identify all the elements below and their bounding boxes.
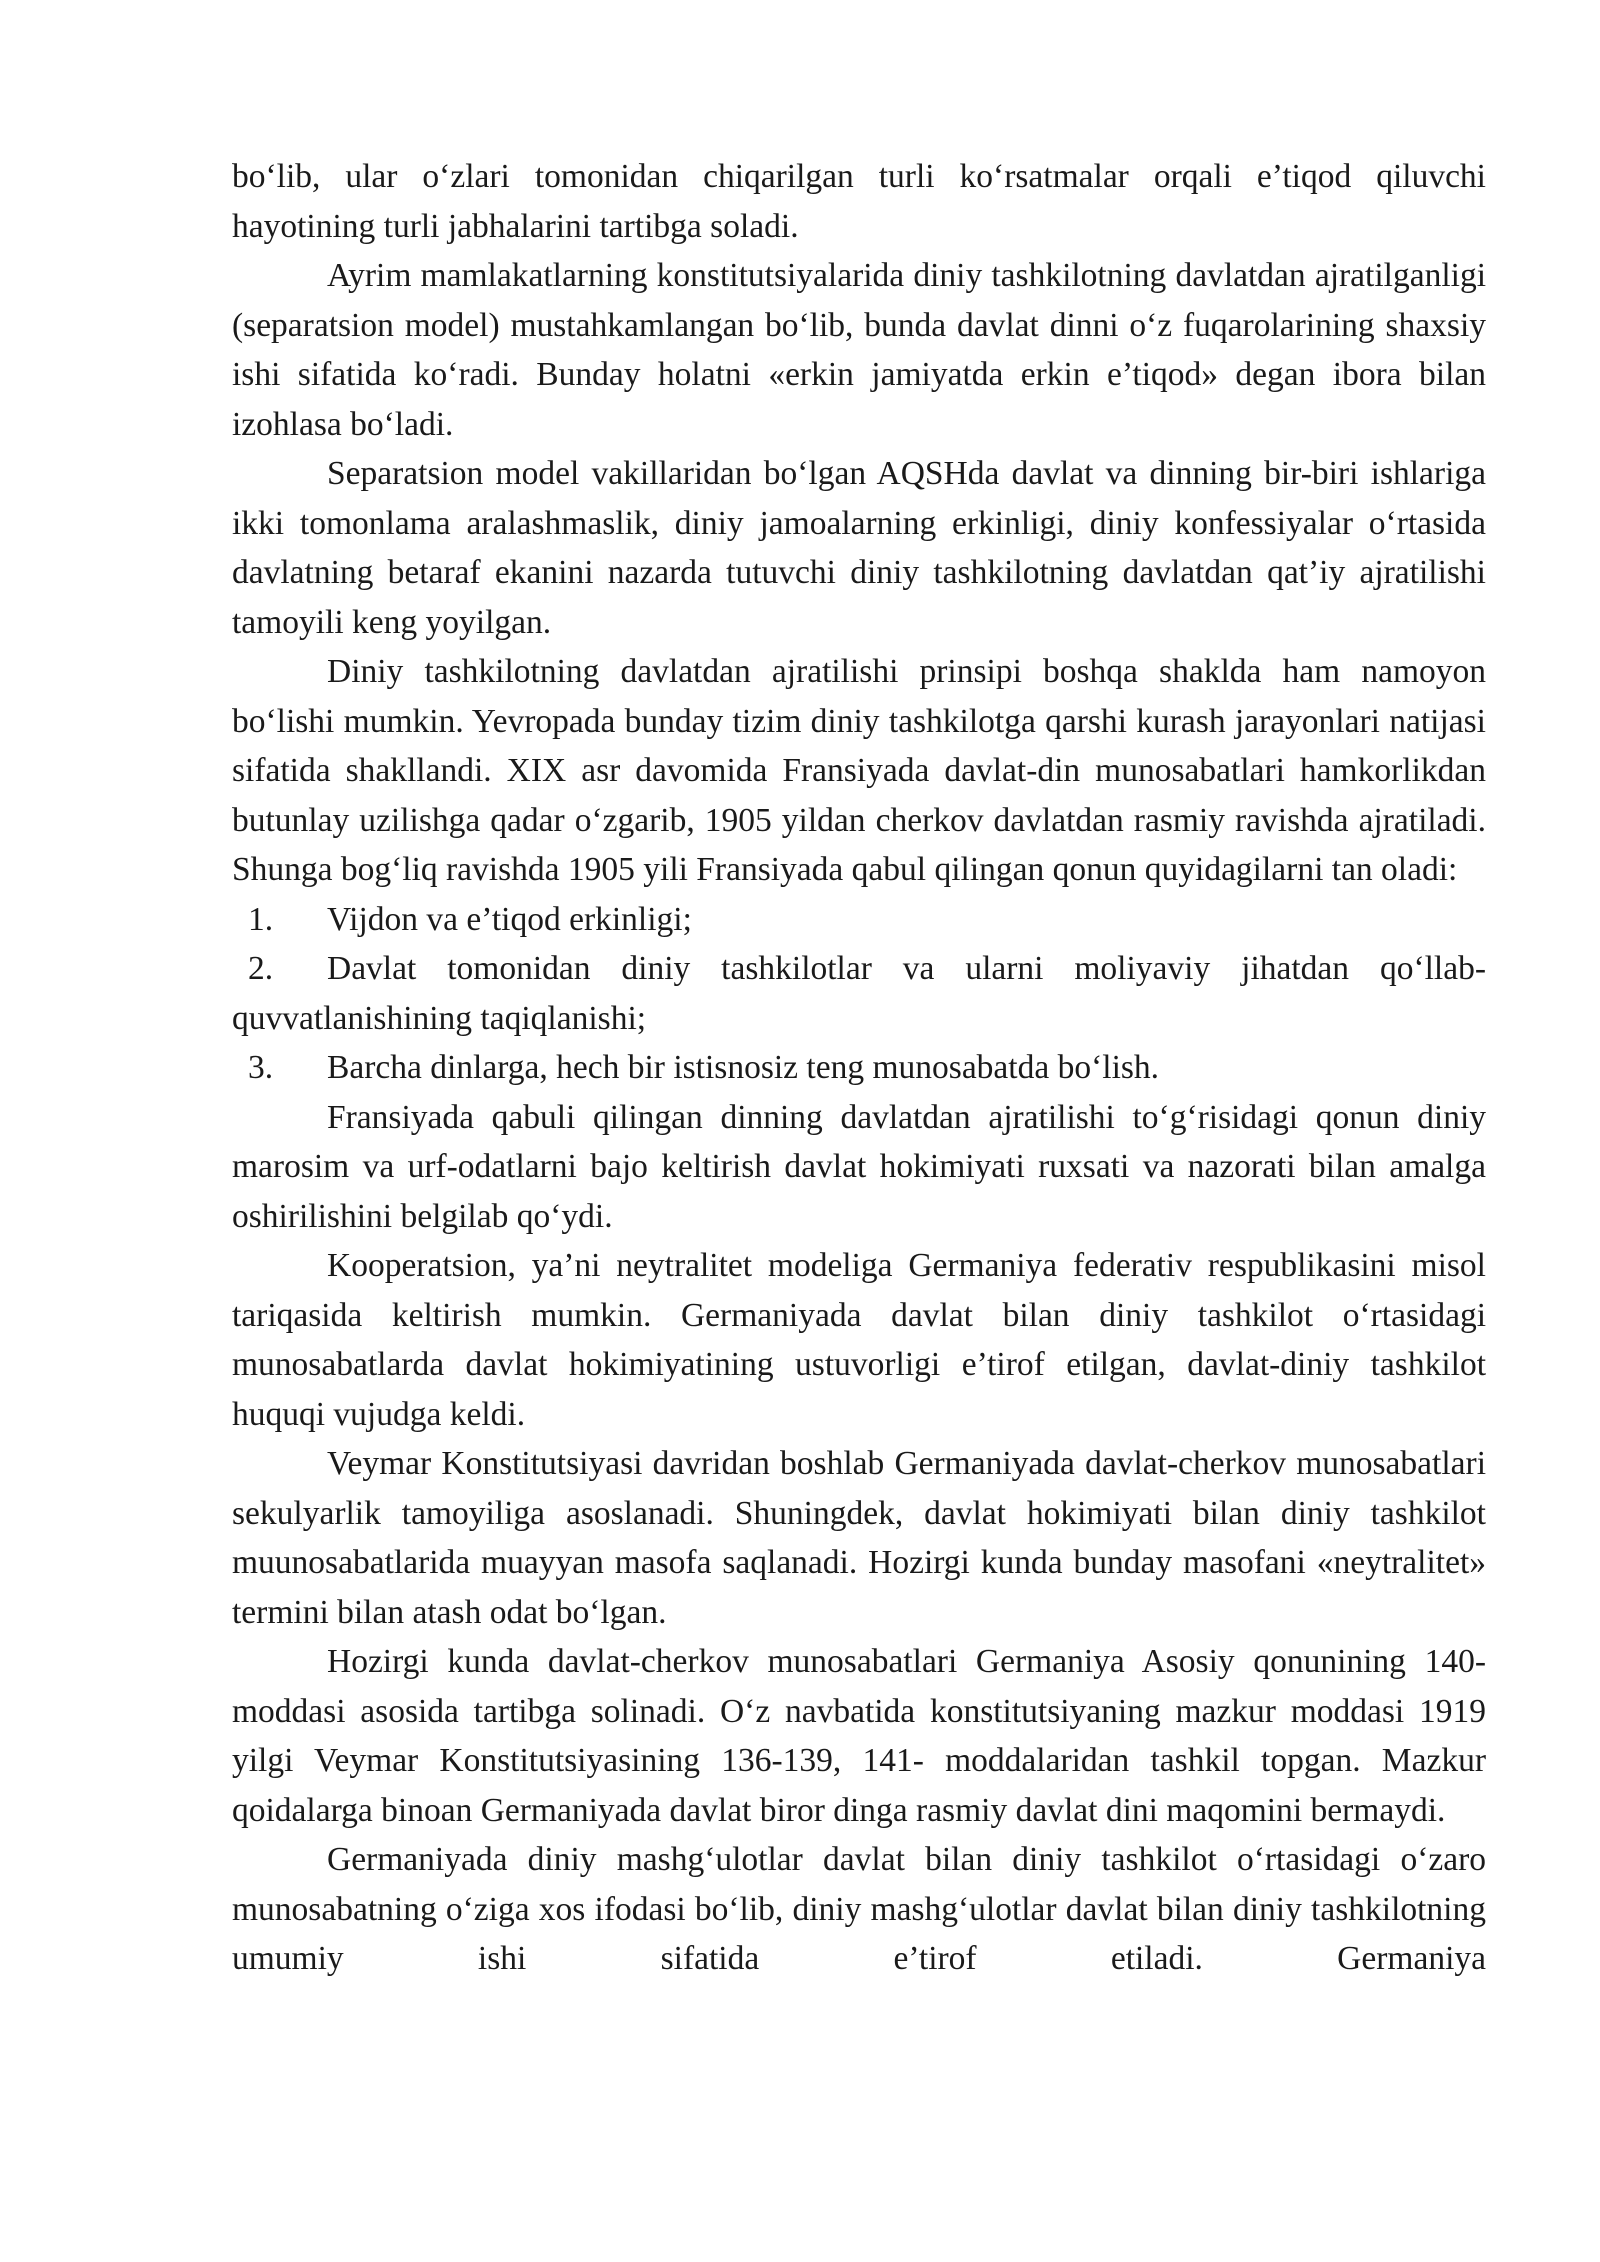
paragraph-8: Germaniyada diniy mashg‘ulotlar davlat bilan diniy tashkilot o‘rtasidagi o‘zaro munosabatning o‘ziga xos ifodasi bo‘lib, diniy mashg‘ulotlar davlat bilan diniy tashkilotning umumiy ishi sifatida e’tirof etiladi. Germaniya (232, 1841, 1486, 1977)
paragraph-0: bo‘lib, ular o‘zlari tomonidan chiqarilgan turli ko‘rsatmalar orqali e’tiqod qiluvchi hayotining turli jabhalarini tartibga soladi. (232, 158, 1486, 245)
paragraph-7: Hozirgi kunda davlat-cherkov munosabatlari Germaniya Asosiy qonunining 140-moddasi asosida tartibga solinadi. O‘z navbatida konstitutsiyaning mazkur moddasi 1919 yilgi Veymar Konstitutsiyasining 136-139, 141- moddalaridan tashkil topgan. Mazkur qoidalarga binoan Germaniyada davlat biror dinga rasmiy davlat dini maqomini bermaydi. (232, 1643, 1486, 1829)
paragraph-1: Ayrim mamlakatlarning konstitutsiyalarida diniy tashkilotning davlatdan ajratilganligi (separatsion model) mustahkamlangan bo‘lib, bunda davlat dinni o‘z fuqarolarining shaxsiy ishi sifatida ko‘radi. Bunday holatni «erkin jamiyatda erkin e’tiqod» degan ibora bilan izohlasa bo‘ladi. (232, 257, 1486, 443)
list-number: 3. (248, 1049, 274, 1086)
paragraph-3: Diniy tashkilotning davlatdan ajratilishi prinsipi boshqa shaklda ham namoyon bo‘lishi mumkin. Yevropada bunday tizim diniy tashkilotga qarshi kurash jarayonlari natijasi sifatida shakllandi. XIX asr davomida Fransiyada davlat-din munosabatlari hamkorlikdan butunlay uzilishga qadar o‘zgarib, 1905 yildan cherkov davlatdan rasmiy ravishda ajratiladi. Shunga bog‘liq ravishda 1905 yili Fransiyada qabul qilingan qonun quyidagilarni tan oladi: (232, 653, 1486, 888)
paragraph-4: Fransiyada qabuli qilingan dinning davlatdan ajratilishi to‘g‘risidagi qonun diniy marosim va urf-odatlarni bajo keltirish davlat hokimiyati ruxsati va nazorati bilan amalga oshirilishini belgilab qo‘ydi. (232, 1098, 1486, 1235)
list-item-3 (232, 1043, 1486, 1093)
list-text: Davlat tomonidan diniy tashkilotlar va ularni moliyaviy jihatdan qo‘llab-quvvatlanishining taqiqlanishi; (232, 950, 1486, 1037)
paragraph-5: Kooperatsion, ya’ni neytralitet modeliga Germaniya federativ respublikasini misol tariqasida keltirish mumkin. Germaniyada davlat bilan diniy tashkilot o‘rtasidagi munosabatlarda davlat hokimiyatining ustuvorligi e’tirof etilgan, davlat-diniy tashkilot huquqi vujudga keldi. (232, 1247, 1486, 1433)
list-number: 1. (248, 900, 274, 938)
paragraph-2: Separatsion model vakillaridan bo‘lgan AQSHda davlat va dinning bir-biri ishlariga ikki tomonlama aralashmaslik, diniy jamoalarning erkinligi, diniy konfessiyalar o‘rtasida davlatning betaraf ekanini nazarda tutuvchi diniy tashkilotning davlatdan qat’iy ajratilishi tamoyili keng yoyilgan. (232, 455, 1486, 641)
list-number: 2. (248, 950, 274, 987)
list-item-1 (232, 895, 1486, 945)
document-body (232, 152, 1486, 1984)
paragraph-6: Veymar Konstitutsiyasi davridan boshlab Germaniyada davlat-cherkov munosabatlari sekulyarlik tamoyiliga asoslanadi. Shuningdek, davlat hokimiyati bilan diniy tashkilot muunosabatlarida muayyan masofa saqlanadi. Hozirgi kunda bunday masofani «neytralitet» termini bilan atash odat bo‘lgan. (232, 1445, 1486, 1631)
list-text: Barcha dinlarga, hech bir istisnosiz teng munosabatda bo‘lish. (327, 1049, 1160, 1086)
list-text: Vijdon va e’tiqod erkinligi; (327, 900, 692, 938)
list-item-2 (232, 944, 1486, 1043)
